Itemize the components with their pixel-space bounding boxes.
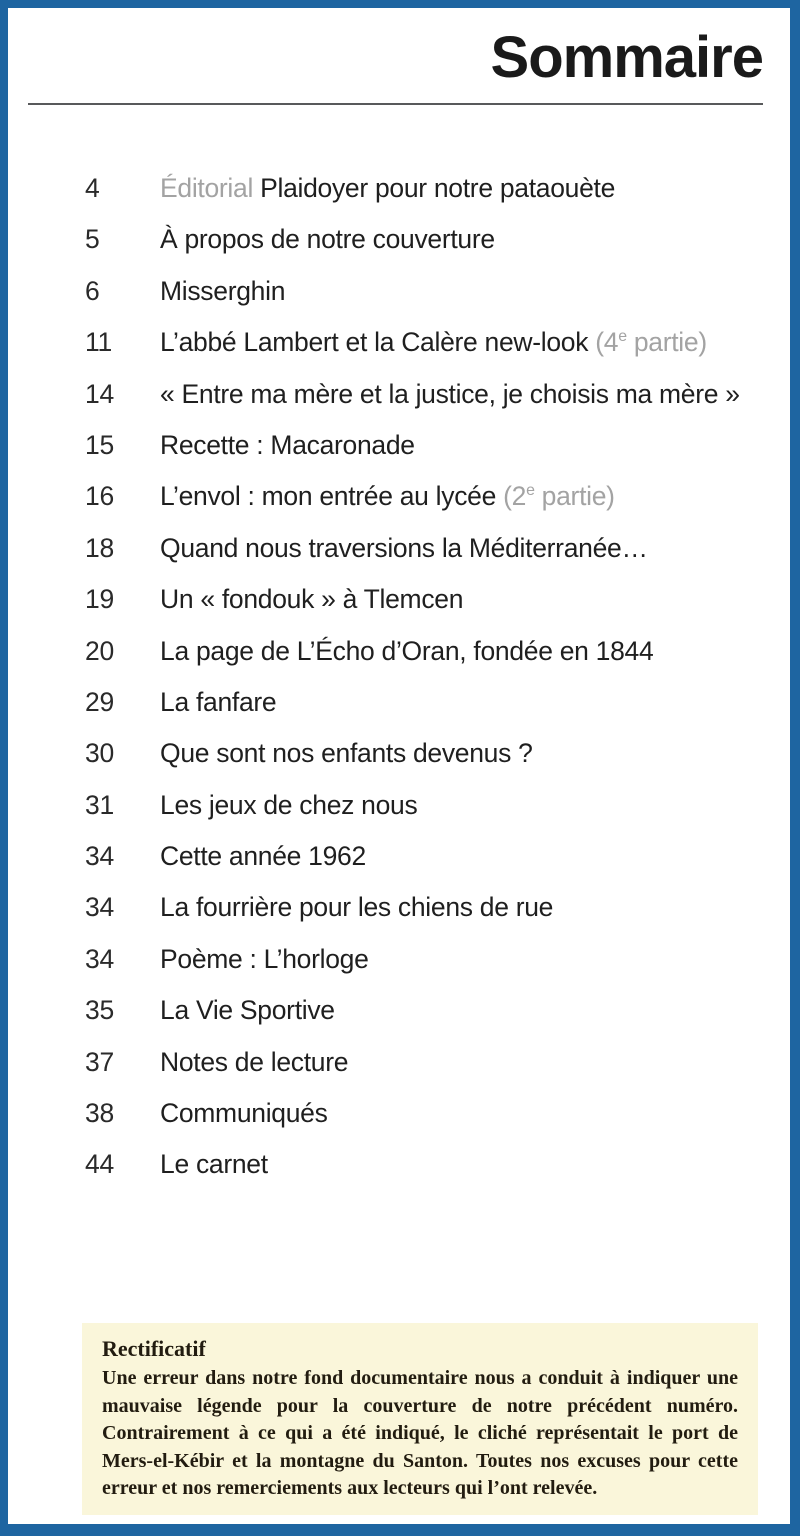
magazine-contents-page <box>8 8 790 1524</box>
toc-entry-title: Misserghin <box>160 275 286 306</box>
toc-row <box>85 841 780 892</box>
toc-row <box>85 276 780 327</box>
toc-page-number: 18 <box>85 532 114 563</box>
toc-entry-title: La fourrière pour les chiens de rue <box>160 892 554 923</box>
toc-page-number: 29 <box>85 686 114 717</box>
toc-entry-title: Que sont nos enfants devenus ? <box>160 738 533 769</box>
toc-entry-title: À propos de notre couverture <box>160 224 495 255</box>
toc-row <box>85 379 780 430</box>
toc-row <box>85 687 780 738</box>
toc-entry-title: Un « fondouk » à Tlemcen <box>160 584 464 615</box>
rectificatif-notice <box>82 1323 758 1515</box>
toc-page-number: 34 <box>85 841 114 872</box>
header-rule <box>28 103 763 105</box>
toc-entry-category: Éditorial <box>160 173 261 203</box>
toc-entry-title: Poème : L’horloge <box>160 943 369 974</box>
toc-row <box>85 892 780 943</box>
toc-entry-title: Quand nous traversions la Méditerranée… <box>160 532 648 563</box>
toc-page-number: 15 <box>85 429 114 460</box>
toc-row <box>85 636 780 687</box>
table-of-contents <box>85 173 780 1201</box>
toc-row <box>85 430 780 481</box>
toc-entry-part-note: (4e partie) <box>588 327 707 358</box>
toc-row <box>85 995 780 1046</box>
toc-entry-title: Recette : Macaronade <box>160 429 415 460</box>
toc-row <box>85 1149 780 1200</box>
toc-row <box>85 738 780 789</box>
page-title: Sommaire <box>490 25 763 90</box>
toc-entry-title: L’abbé Lambert et la Calère new-look (4e partie) <box>160 327 707 358</box>
toc-row <box>85 1098 780 1149</box>
toc-page-number: 20 <box>85 635 114 666</box>
toc-row <box>85 533 780 584</box>
toc-row <box>85 224 780 275</box>
toc-entry-title: Notes de lecture <box>160 1046 349 1077</box>
toc-page-number: 31 <box>85 789 114 820</box>
toc-row <box>85 790 780 841</box>
toc-row <box>85 584 780 635</box>
toc-page-number: 37 <box>85 1046 114 1077</box>
toc-row <box>85 944 780 995</box>
toc-page-number: 16 <box>85 481 114 512</box>
toc-entry-title: La page de L’Écho d’Oran, fondée en 1844 <box>160 635 654 666</box>
toc-entry-title: Cette année 1962 <box>160 841 366 872</box>
toc-page-number: 38 <box>85 1098 114 1129</box>
toc-page-number: 34 <box>85 892 114 923</box>
toc-page-number: 4 <box>85 173 100 203</box>
toc-page-number: 34 <box>85 943 114 974</box>
toc-entry-title: Éditorial Plaidoyer pour notre pataouète <box>160 173 616 203</box>
toc-entry-title: Le carnet <box>160 1149 268 1180</box>
toc-page-number: 5 <box>85 224 100 255</box>
notice-heading: Rectificatif <box>102 1336 206 1361</box>
toc-entry-title: L’envol : mon entrée au lycée (2e partie) <box>160 481 615 512</box>
notice-body: Une erreur dans notre fond documentaire nous a conduit à indiquer une mauvaise légende pour la couverture de notre précédent numéro. Contrairement à ce qui a été indiqué, le cliché représentait le port de Mers-el-Kébir et la montagne du Santon. Toutes nos excuses pour cette erreur et nos remerciements aux lecteurs qui l’ont relevée. <box>102 1367 738 1499</box>
toc-entry-title: « Entre ma mère et la justice, je choisis ma mère » <box>160 378 740 409</box>
toc-page-number: 35 <box>85 995 114 1026</box>
toc-entry-title: La fanfare <box>160 686 277 717</box>
toc-page-number: 14 <box>85 378 114 409</box>
toc-row <box>85 1047 780 1098</box>
toc-entry-title: La Vie Sportive <box>160 995 335 1026</box>
toc-row <box>85 173 780 224</box>
toc-entry-part-note: (2e partie) <box>496 481 615 512</box>
toc-page-number: 11 <box>85 327 112 358</box>
toc-entry-title: Les jeux de chez nous <box>160 789 418 820</box>
toc-page-number: 6 <box>85 275 100 306</box>
toc-entry-title: Communiqués <box>160 1098 328 1129</box>
toc-page-number: 44 <box>85 1149 114 1180</box>
toc-page-number: 19 <box>85 584 114 615</box>
toc-row <box>85 327 780 378</box>
toc-page-number: 30 <box>85 738 114 769</box>
toc-row <box>85 481 780 532</box>
